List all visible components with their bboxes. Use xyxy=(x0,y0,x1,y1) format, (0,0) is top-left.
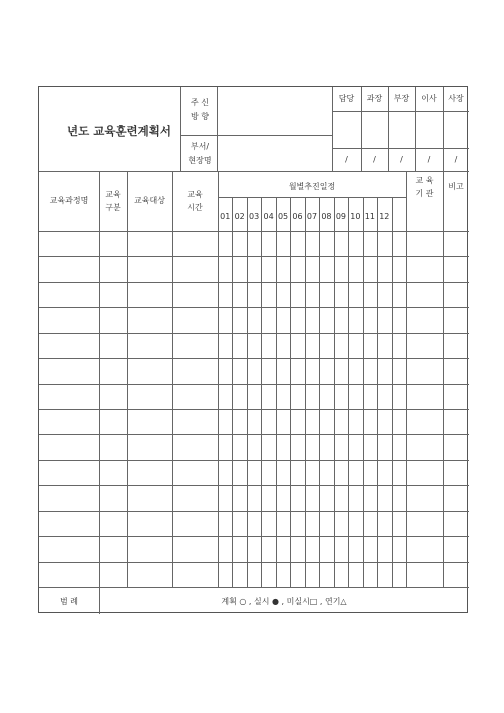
grid-line-v xyxy=(415,87,416,171)
table-row-line xyxy=(39,485,469,486)
grid-line-h xyxy=(39,171,469,172)
grid-line-v xyxy=(443,87,444,171)
month-label: 03 xyxy=(249,212,260,221)
header-monthly-schedule: 월별추진일정 xyxy=(288,182,336,191)
grid-line-h xyxy=(39,231,469,232)
header-target: 교육대상 xyxy=(134,196,165,205)
month-label: 12 xyxy=(379,212,390,221)
header-remarks: 비고 xyxy=(448,182,464,191)
approval-date-slash: / xyxy=(454,155,458,164)
training-plan-form xyxy=(38,86,468,613)
grid-line-v xyxy=(99,171,100,587)
table-row-line xyxy=(39,562,469,563)
grid-line-v xyxy=(217,87,218,171)
table-row-line xyxy=(39,511,469,512)
month-label: 06 xyxy=(292,212,303,221)
grid-line-v xyxy=(180,87,181,171)
grid-line-h xyxy=(180,135,332,136)
approval-date-slash: / xyxy=(373,155,376,164)
grid-line-h xyxy=(332,111,469,112)
table-row-line xyxy=(39,434,469,435)
grid-line-v xyxy=(218,171,219,587)
month-label: 05 xyxy=(277,212,289,221)
table-row-line xyxy=(39,358,469,359)
grid-line-v xyxy=(388,87,389,171)
grid-line-v xyxy=(172,171,173,587)
grid-line-v xyxy=(443,171,444,587)
approval-date-slash: / xyxy=(427,155,431,164)
table-row-line xyxy=(39,307,469,308)
approval-label: 과장 xyxy=(366,94,383,103)
month-label: 07 xyxy=(306,212,318,221)
grid-line-v xyxy=(127,171,128,587)
month-label: 04 xyxy=(263,212,274,221)
header-education-type: 교육 구분 xyxy=(105,190,121,212)
month-label: 11 xyxy=(364,212,375,221)
table-row-line xyxy=(39,384,469,385)
table-row-line xyxy=(39,256,469,257)
grid-line-v xyxy=(361,87,362,171)
table-row-line xyxy=(39,409,469,410)
header-hours: 교육 시간 xyxy=(187,190,203,212)
legend-divider xyxy=(99,587,100,614)
grid-line-h xyxy=(332,148,469,149)
grid-line-v xyxy=(332,87,333,171)
month-label: 02 xyxy=(234,212,245,221)
legend-label: 범 례 xyxy=(60,597,78,606)
form-title: 년도 교육훈련계획서 xyxy=(67,124,171,138)
legend-top-line xyxy=(39,587,469,588)
approval-date-slash: / xyxy=(400,155,403,164)
month-label: 08 xyxy=(321,212,332,221)
month-label: 09 xyxy=(335,212,346,221)
month-label: 10 xyxy=(350,212,361,221)
approval-label: 담당 xyxy=(338,94,355,103)
approval-label: 부장 xyxy=(393,94,410,103)
table-row-line xyxy=(39,460,469,461)
month-label: 01 xyxy=(220,212,231,221)
approval-date-slash: / xyxy=(345,155,348,164)
routing-label: 주 신 방 향 xyxy=(191,98,209,121)
department-label: 부서/ 현장명 xyxy=(188,142,212,165)
table-row-line xyxy=(39,536,469,537)
header-agency: 교 육 기 관 xyxy=(415,176,434,198)
header-course-name: 교육과정명 xyxy=(49,196,89,205)
approval-label: 이사 xyxy=(421,94,437,103)
grid-line-v xyxy=(406,171,407,587)
table-row-line xyxy=(39,333,469,334)
approval-label: 사장 xyxy=(448,94,464,103)
table-row-line xyxy=(39,282,469,283)
legend-text: 계획 ○ , 실시 ● , 미실시□ , 연기△ xyxy=(221,597,347,606)
